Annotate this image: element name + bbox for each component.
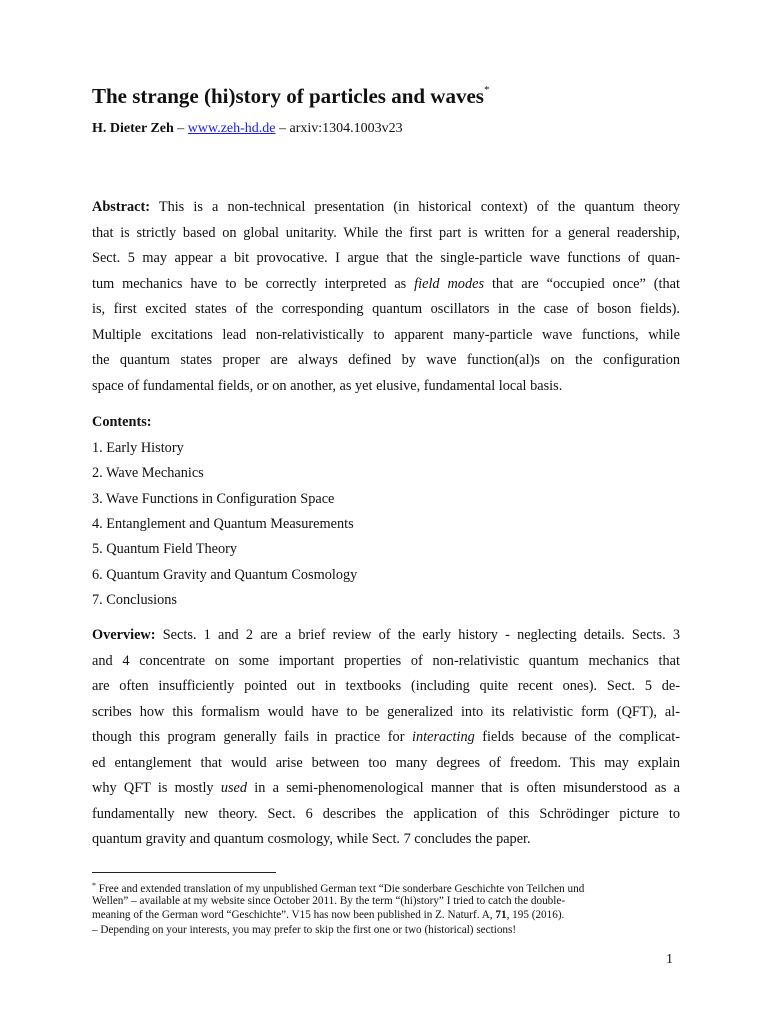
journal-volume: 71 <box>495 909 507 921</box>
paper-title-text: The strange (hi)story of particles and waves <box>92 84 484 108</box>
author-name: H. Dieter Zeh <box>92 121 174 136</box>
abstract-line: the quantum states proper are always defined by wave function(al)s on the configuration <box>92 352 680 368</box>
toc-item[interactable]: 1. Early History <box>92 440 184 456</box>
overview-line: fundamentally new theory. Sect. 6 describes the application of this Schrödinger picture to <box>92 805 680 822</box>
toc-item[interactable]: 3. Wave Functions in Configuration Space <box>92 490 335 507</box>
overview-line-text: in a semi-phenomenological manner that is often misunderstood as a <box>247 780 680 796</box>
abstract-emphasis: field modes <box>414 275 485 292</box>
overview-line-text: fields because of the complicat- <box>474 729 680 745</box>
abstract-label: Abstract: <box>92 199 150 215</box>
footnote-line-text: Free and extended translation of my unpublished German text “Die sonderbare Geschichte von Teilchen und <box>96 883 585 895</box>
abstract-line: that is strictly based on global unitarity. While the first part is written for a general readership, <box>92 224 680 241</box>
abstract-line-text: tum mechanics have to be correctly interpreted as <box>92 275 415 292</box>
abstract-line: Sect. 5 may appear a bit provocative. I argue that the single-particle wave functions of quan- <box>92 250 680 266</box>
footnote-separator <box>92 872 276 873</box>
overview-line-text: why QFT is mostly <box>92 780 221 796</box>
overview-label: Overview: <box>92 627 156 643</box>
page-number: 1 <box>666 952 673 967</box>
footnote-line-text: meaning of the German word “Geschichte”. V15 has now been published in Z. Naturf. A, <box>92 909 496 921</box>
footnote-line: Wellen” – available at my website since October 2011. By the term “(hi)story” I tried to catch the double- <box>92 895 566 907</box>
toc-item[interactable]: 6. Quantum Gravity and Quantum Cosmology <box>92 566 358 583</box>
abstract-line: Multiple excitations lead non-relativistically to apparent many-particle wave functions, while <box>92 326 680 343</box>
arxiv-id: arxiv:1304.1003v23 <box>289 121 403 136</box>
overview-line <box>92 730 680 744</box>
paper-title <box>92 84 489 109</box>
abstract-line: space of fundamental fields, or on another, as yet elusive, fundamental local basis. <box>92 377 563 394</box>
byline-dash-1: – <box>173 121 188 136</box>
byline <box>92 121 403 137</box>
toc-item[interactable]: 4. Entanglement and Quantum Measurements <box>92 516 354 532</box>
title-footnote-mark: * <box>483 84 490 96</box>
overview-line <box>92 628 680 642</box>
overview-emphasis: interacting <box>412 729 475 745</box>
overview-line <box>92 781 680 795</box>
footnote-mark: * <box>92 881 96 890</box>
contents-heading: Contents: <box>92 414 152 430</box>
overview-line: ed entanglement that would arise between too many degrees of freedom. This may explain <box>92 754 680 771</box>
toc-item[interactable]: 2. Wave Mechanics <box>92 465 204 481</box>
overview-line-text: Sects. 1 and 2 are a brief review of the early history - neglecting details. Sects. 3 <box>155 627 680 643</box>
overview-line-text: though this program generally fails in practice for <box>92 729 412 745</box>
abstract-line <box>92 200 680 214</box>
author-website-link[interactable]: www.zeh-hd.de <box>187 121 276 136</box>
overview-emphasis: used <box>220 780 248 796</box>
footnote-line <box>92 882 584 895</box>
footnote-line: – Depending on your interests, you may prefer to skip the first one or two (historical) sections! <box>92 924 517 936</box>
overview-line: and 4 concentrate on some important properties of non-relativistic quantum mechanics that <box>92 652 680 669</box>
footnote-line <box>92 910 564 921</box>
overview-line: are often insufficiently pointed out in textbooks (including quite recent ones). Sect. 5 de- <box>92 678 680 694</box>
byline-dash-2: – <box>275 121 290 136</box>
footnote-line-text: , 195 (2016). <box>506 909 565 921</box>
overview-line: quantum gravity and quantum cosmology, while Sect. 7 concludes the paper. <box>92 831 531 847</box>
toc-item[interactable]: 7. Conclusions <box>92 592 177 608</box>
abstract-line <box>92 277 680 291</box>
abstract-line: is, first excited states of the corresponding quantum oscillators in the case of boson fields). <box>92 301 680 317</box>
abstract-line-text: that are “occupied once” (that <box>484 275 680 292</box>
abstract-line-text: This is a non-technical presentation (in historical context) of the quantum theory <box>149 199 680 215</box>
toc-item[interactable]: 5. Quantum Field Theory <box>92 541 238 557</box>
overview-line: scribes how this formalism would have to be generalized into its relativistic form (QFT), al- <box>92 703 680 720</box>
